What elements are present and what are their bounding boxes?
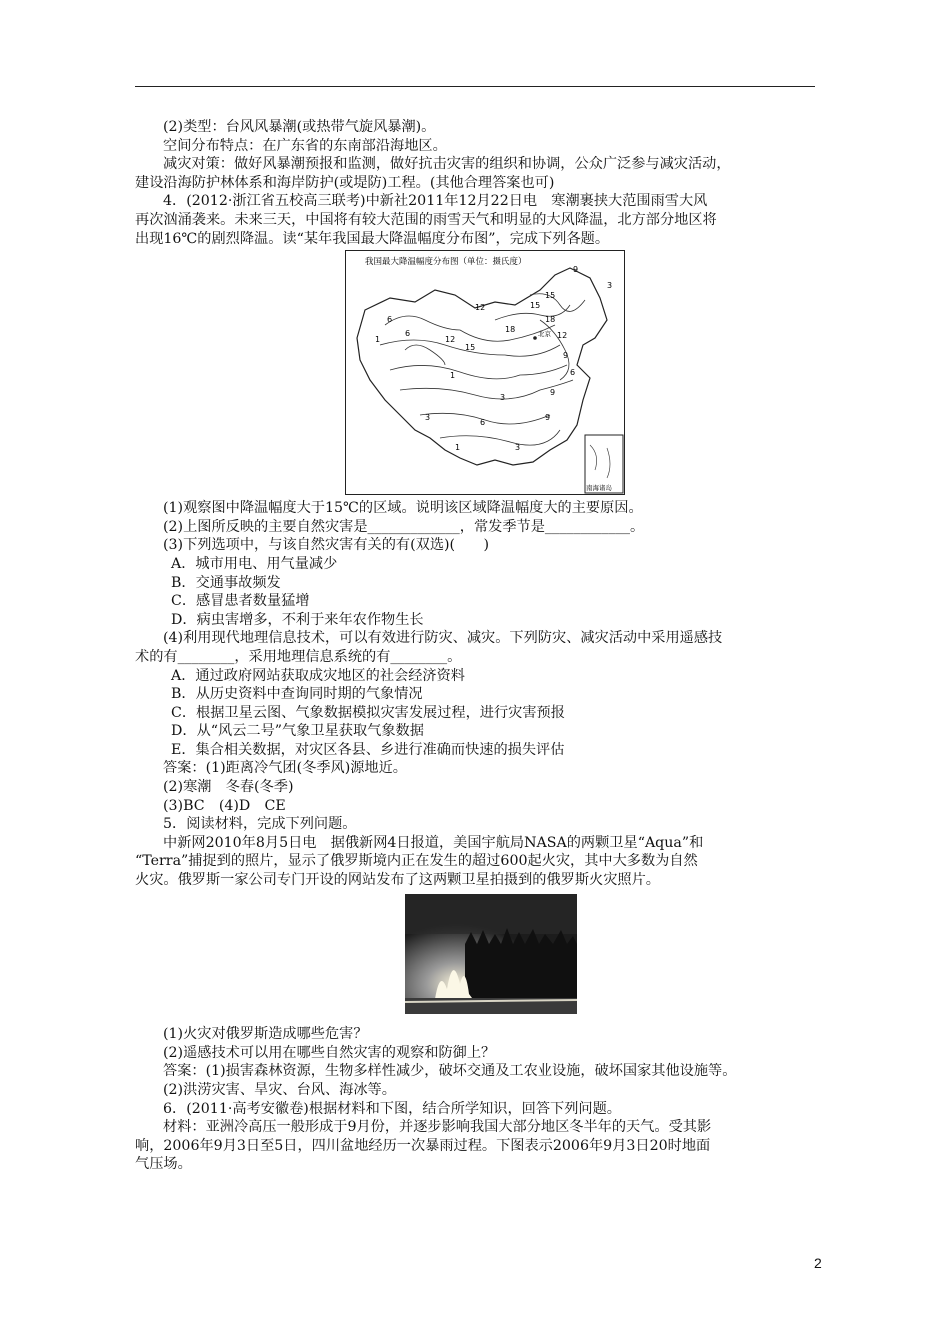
option: A．城市用电、用气量减少 bbox=[171, 555, 338, 572]
svg-text:18: 18 bbox=[505, 325, 516, 335]
header-rule bbox=[135, 86, 815, 87]
answer: (3)BC (4)D CE bbox=[163, 797, 286, 814]
svg-text:18: 18 bbox=[545, 315, 556, 325]
beijing-label: 北京 bbox=[538, 330, 551, 339]
answer: (2)寒潮 冬春(冬季) bbox=[163, 779, 294, 796]
paragraph: 减灾对策：做好风暴潮预报和监测，做好抗击灾害的组织和协调，公众广泛参与减灾活动， bbox=[163, 156, 731, 173]
svg-text:3: 3 bbox=[607, 281, 613, 291]
paragraph: 4．(2012·浙江省五校高三联考)中新社2011年12月22日电 寒潮裹挟大范围雨雪大风 bbox=[163, 193, 708, 210]
svg-text:3: 3 bbox=[515, 443, 521, 453]
option: B．从历史资料中查询同时期的气象情况 bbox=[171, 686, 423, 703]
option: C．感冒患者数量猛增 bbox=[171, 593, 310, 610]
paragraph: 6．(2011·高考安徽卷)根据材料和下图，结合所学知识，回答下列问题。 bbox=[163, 1100, 621, 1117]
document-body bbox=[135, 118, 815, 1174]
option: B．交通事故频发 bbox=[171, 574, 281, 591]
question: (2)遥感技术可以用在哪些自然灾害的观察和防御上？ bbox=[163, 1044, 496, 1061]
svg-text:1: 1 bbox=[450, 371, 456, 381]
paragraph: (2)类型：台风风暴潮(或热带气旋风暴潮)。 bbox=[163, 119, 436, 135]
option: C．根据卫星云图、气象数据模拟灾害发展过程，进行灾害预报 bbox=[171, 704, 565, 721]
question: (4)利用现代地理信息技术，可以有效进行防灾、减灾。下列防灾、减灾活动中采用遥感技 bbox=[163, 630, 723, 647]
svg-text:1: 1 bbox=[455, 443, 461, 453]
paragraph: 中新网2010年8月5日电 据俄新网4日报道，美国宇航局NASA的两颗卫星“Aqua”和 bbox=[163, 834, 704, 851]
svg-text:6: 6 bbox=[405, 329, 411, 339]
map-title: 我国最大降温幅度分布图（单位：摄氏度） bbox=[365, 257, 527, 268]
paragraph: 建设沿海防护林体系和海岸防护(或堤防)工程。(其他合理答案也可) bbox=[135, 174, 555, 191]
page-number: 2 bbox=[814, 1255, 822, 1271]
svg-text:15: 15 bbox=[530, 301, 541, 311]
svg-text:12: 12 bbox=[475, 303, 486, 313]
svg-text:9: 9 bbox=[573, 265, 579, 275]
paragraph: 响，2006年9月3日至5日，四川盆地经历一次暴雨过程。下图表示2006年9月3日20时地面 bbox=[135, 1137, 711, 1154]
paragraph: 气压场。 bbox=[135, 1156, 192, 1173]
option: D．病虫害增多，不利于来年农作物生长 bbox=[171, 611, 424, 628]
paragraph: 火灾。俄罗斯一家公司专门开设的网站发布了这两颗卫星拍摄到的俄罗斯火灾照片。 bbox=[135, 872, 660, 889]
paragraph: 再次汹涌袭来。未来三天，中国将有较大范围的雨雪天气和明显的大风降温，北方部分地区将 bbox=[135, 211, 717, 228]
svg-text:9: 9 bbox=[563, 351, 569, 361]
option: E．集合相关数据，对灾区各县、乡进行准确而快速的损失评估 bbox=[171, 741, 565, 758]
paragraph: 材料：亚洲冷高压一般形成于9月份，并逐步影响我国大部分地区冬半年的天气。受其影 bbox=[163, 1119, 712, 1136]
question: (2)上图所反映的主要自然灾害是_____________，常发季节是____________。 bbox=[163, 518, 645, 535]
svg-text:15: 15 bbox=[545, 291, 556, 301]
svg-text:1: 1 bbox=[375, 335, 381, 345]
beijing-marker bbox=[533, 336, 537, 340]
paragraph: 空间分布特点：在广东省的东南部沿海地区。 bbox=[163, 137, 447, 154]
svg-text:12: 12 bbox=[557, 331, 568, 341]
question: (1)观察图中降温幅度大于15℃的区域。说明该区域降温幅度大的主要原因。 bbox=[163, 500, 643, 517]
forest-fire-photo bbox=[405, 894, 577, 1014]
svg-text:3: 3 bbox=[500, 393, 506, 403]
svg-text:6: 6 bbox=[480, 418, 486, 428]
svg-text:12: 12 bbox=[445, 335, 456, 345]
question: (1)火灾对俄罗斯造成哪些危害？ bbox=[163, 1026, 368, 1043]
question: (3)下列选项中，与该自然灾害有关的有(双选)( ) bbox=[163, 537, 489, 554]
option: A．通过政府网站获取成灾地区的社会经济资料 bbox=[171, 667, 465, 684]
question: 术的有________，采用地理信息系统的有________。 bbox=[135, 648, 462, 665]
paragraph: “Terra”捕捉到的照片，显示了俄罗斯境内正在发生的超过600起火灾，其中大多数为自然 bbox=[135, 853, 698, 870]
paragraph: 出现16℃的剧烈降温。读“某年我国最大降温幅度分布图”，完成下列各题。 bbox=[135, 230, 610, 247]
answer: (2)洪涝灾害、旱灾、台风、海冰等。 bbox=[163, 1082, 396, 1098]
svg-text:9: 9 bbox=[545, 413, 551, 423]
svg-text:6: 6 bbox=[570, 368, 576, 378]
svg-text:15: 15 bbox=[465, 343, 476, 353]
answer: 答案：(1)损害森林资源，生物多样性减少，破坏交通及工农业设施，破坏国家其他设施等。 bbox=[163, 1063, 737, 1080]
inset-label: 南海诸岛 bbox=[586, 484, 612, 493]
option: D．从“风云二号”气象卫星获取气象数据 bbox=[171, 723, 424, 740]
answer: 答案：(1)距离冷气团(冬季风)源地近。 bbox=[163, 760, 407, 777]
temperature-drop-map bbox=[345, 250, 625, 495]
svg-text:9: 9 bbox=[550, 388, 556, 398]
svg-text:3: 3 bbox=[425, 413, 431, 423]
tree-silhouettes bbox=[465, 928, 577, 999]
paragraph: 5．阅读材料，完成下列问题。 bbox=[163, 816, 357, 833]
svg-text:6: 6 bbox=[387, 315, 393, 325]
